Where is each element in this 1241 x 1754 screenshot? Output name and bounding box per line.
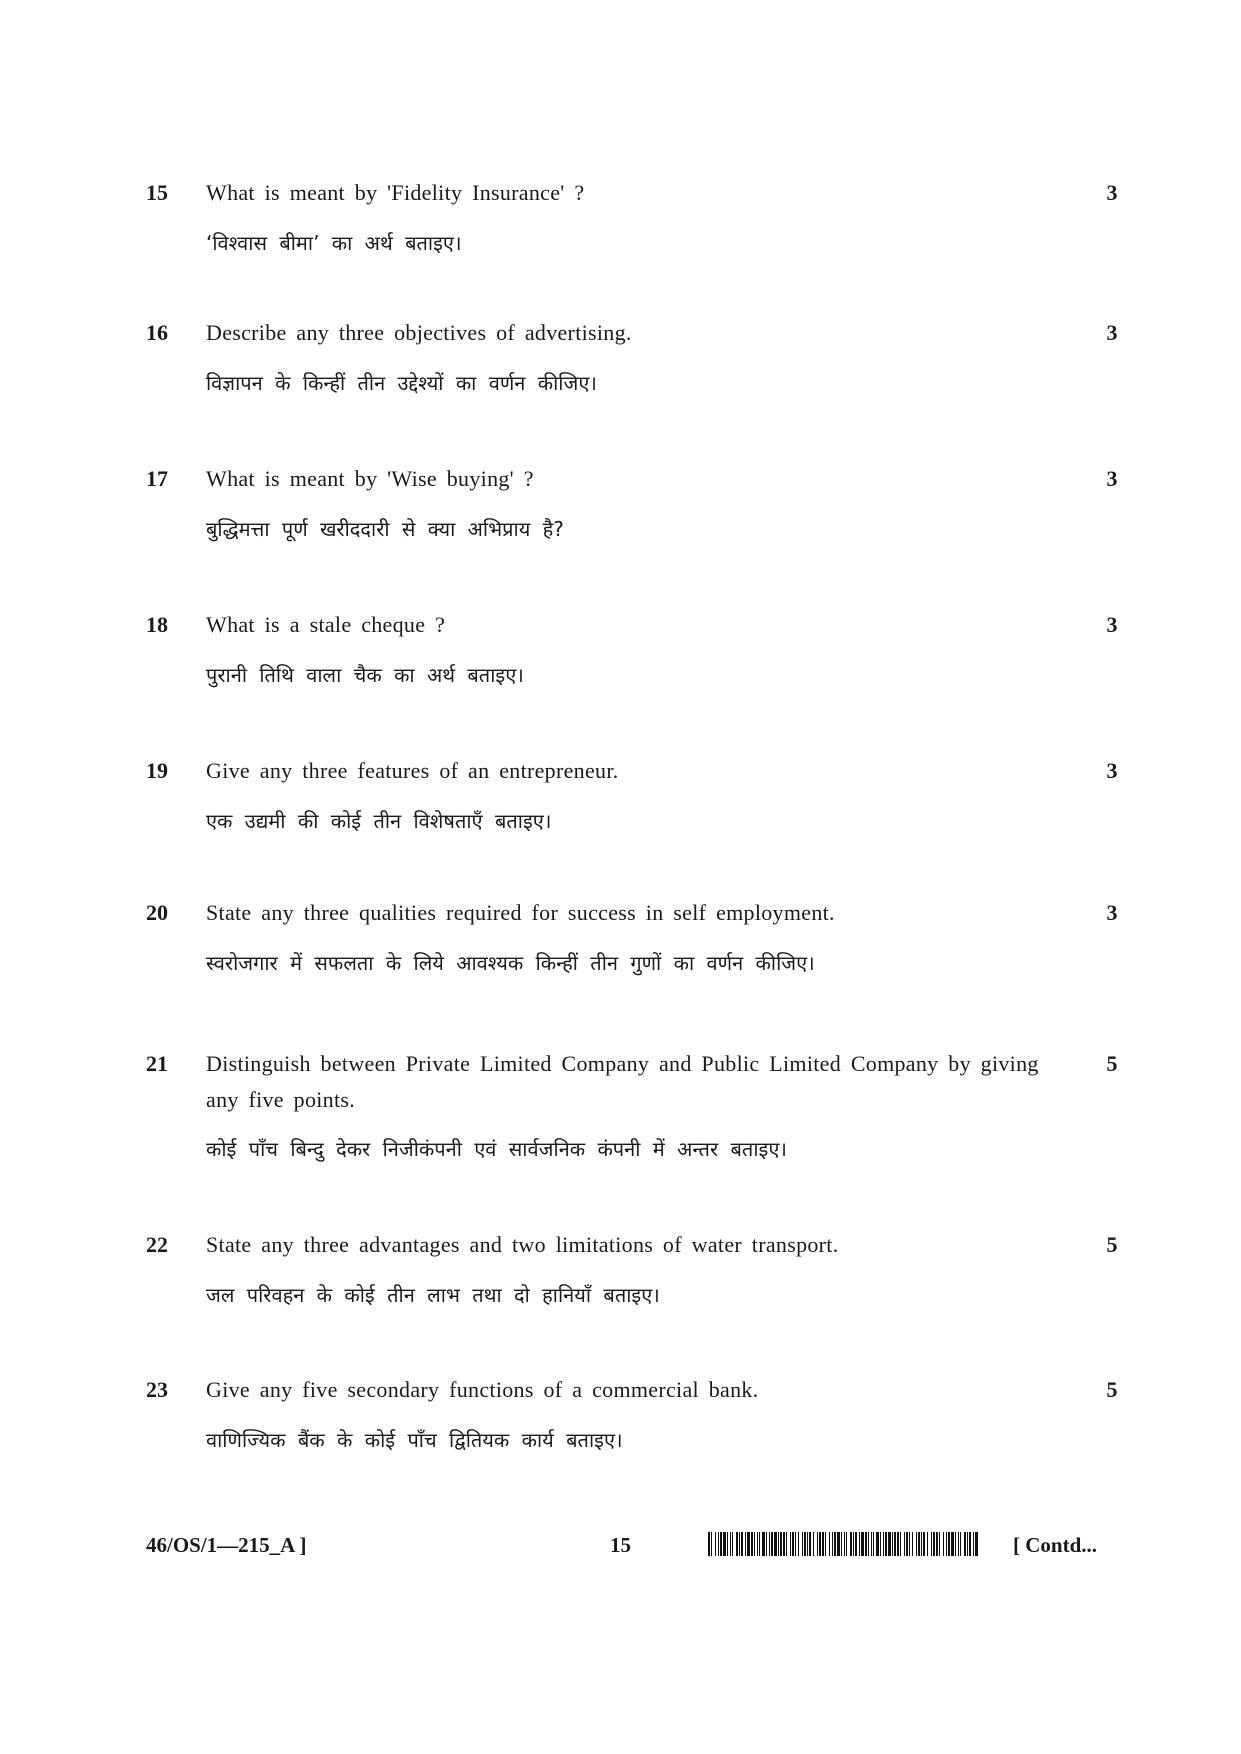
question-text-english: State any three advantages and two limitations of water transport. bbox=[206, 1232, 839, 1257]
barcode-image bbox=[708, 1532, 978, 1556]
question-number: 21 bbox=[146, 1051, 168, 1076]
question-text-english: What is a stale cheque ? bbox=[206, 612, 446, 637]
question-text-english: What is meant by 'Fidelity Insurance' ? bbox=[206, 180, 585, 205]
question-number: 15 bbox=[146, 180, 168, 205]
question-marks: 3 bbox=[1106, 900, 1118, 925]
page-number: 15 bbox=[610, 1533, 631, 1557]
question-text-hindi: कोई पाँच बिन्दु देकर निजीकंपनी एवं सार्वजनिक कंपनी में अन्तर बताइए। bbox=[206, 1137, 787, 1161]
question-marks: 5 bbox=[1106, 1232, 1118, 1257]
question-text-english: What is meant by 'Wise buying' ? bbox=[206, 466, 534, 491]
paper-code: 46/OS/1—215_A ] bbox=[146, 1533, 307, 1557]
question-marks: 5 bbox=[1106, 1051, 1118, 1076]
question-marks: 3 bbox=[1106, 758, 1118, 783]
question-text-hindi: एक उद्यमी की कोई तीन विशेषताएँ बताइए। bbox=[206, 809, 552, 833]
question-number: 18 bbox=[146, 612, 168, 637]
continued-label: [ Contd... bbox=[1013, 1533, 1098, 1557]
question-text-hindi: जल परिवहन के कोई तीन लाभ तथा दो हानियाँ बताइए। bbox=[206, 1283, 660, 1307]
question-marks: 3 bbox=[1106, 320, 1118, 345]
question-number: 19 bbox=[146, 758, 168, 783]
question-marks: 5 bbox=[1106, 1377, 1118, 1402]
question-text-hindi: विज्ञापन के किन्हीं तीन उद्देश्यों का वर्णन कीजिए। bbox=[206, 371, 597, 395]
question-number: 17 bbox=[146, 466, 168, 491]
question-text-english: State any three qualities required for success in self employment. bbox=[206, 900, 835, 925]
question-text-english: Describe any three objectives of advertising. bbox=[206, 320, 632, 345]
question-text-hindi: पुरानी तिथि वाला चैक का अर्थ बताइए। bbox=[206, 663, 524, 687]
question-number: 16 bbox=[146, 320, 168, 345]
question-text-hindi: स्वरोजगार में सफलता के लिये आवश्यक किन्हीं तीन गुणों का वर्णन कीजिए। bbox=[206, 951, 815, 975]
question-text-hindi: ‘विश्वास बीमा’ का अर्थ बताइए। bbox=[206, 231, 462, 255]
question-marks: 3 bbox=[1106, 466, 1118, 491]
question-number: 22 bbox=[146, 1232, 168, 1257]
question-text-english: Give any five secondary functions of a commercial bank. bbox=[206, 1377, 759, 1402]
question-text-english: Distinguish between Private Limited Company and Public Limited Company by giving any five points. bbox=[206, 1051, 1039, 1112]
question-text-english: Give any three features of an entrepreneur. bbox=[206, 758, 619, 783]
question-text-hindi: वाणिज्यिक बैंक के कोई पाँच द्वितियक कार्य बताइए। bbox=[206, 1428, 623, 1452]
question-marks: 3 bbox=[1106, 612, 1118, 637]
page-footer bbox=[0, 1530, 1241, 1566]
question-number: 23 bbox=[146, 1377, 168, 1402]
question-number: 20 bbox=[146, 900, 168, 925]
question-marks: 3 bbox=[1106, 180, 1118, 205]
question-text-hindi: बुद्धिमत्ता पूर्ण खरीददारी से क्या अभिप्राय है? bbox=[206, 517, 564, 541]
